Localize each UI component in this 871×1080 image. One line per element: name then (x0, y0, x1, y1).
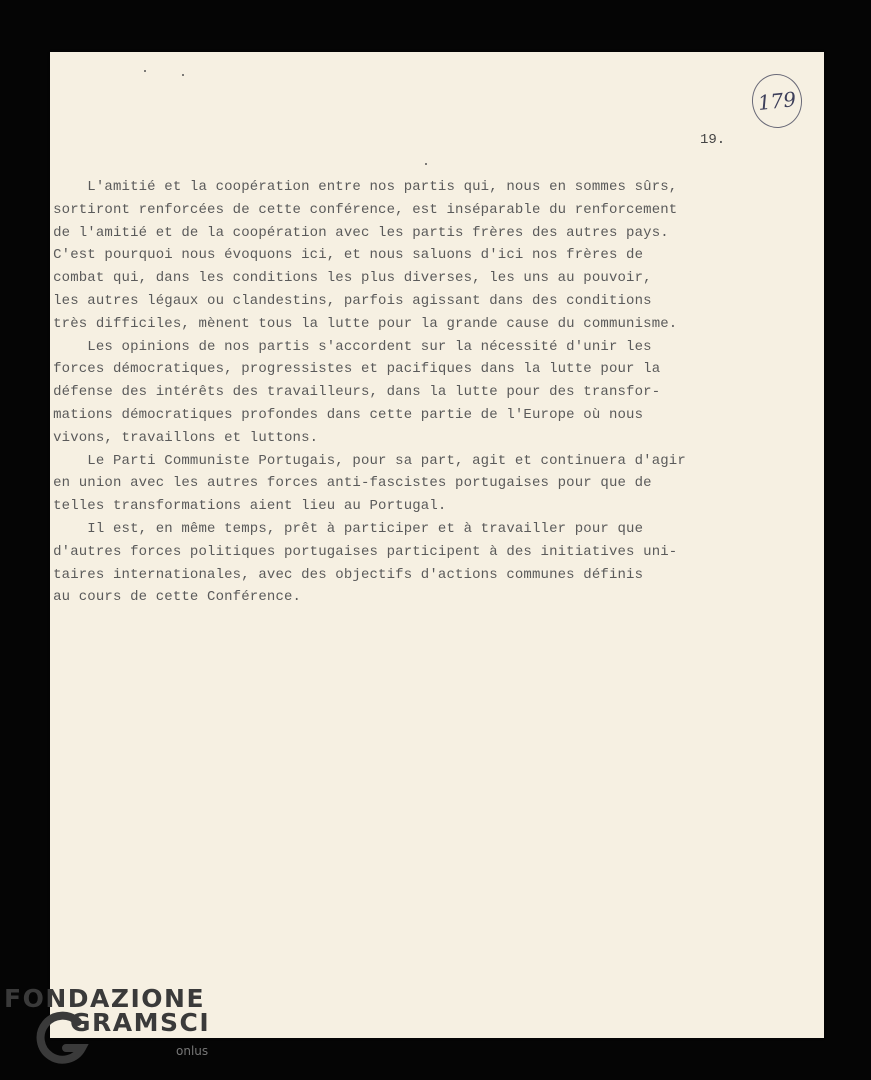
paper-speck (144, 70, 146, 72)
text-line: L'amitié et la coopération entre nos partis qui, nous en sommes sûrs, (36, 179, 678, 195)
text-line: au cours de cette Conférence. (36, 589, 302, 606)
archive-number-stamp: 179 (749, 72, 804, 131)
text-line: Le Parti Communiste Portugais, pour sa part, agit et continuera d'agir (36, 452, 686, 469)
text-line: telles transformations aient lieu au Portugal. (36, 498, 447, 515)
paper-speck (425, 163, 427, 165)
text-line: les autres légaux ou clandestins, parfois agissant dans des conditions (36, 292, 652, 309)
typed-text-body (36, 176, 752, 609)
paper-speck (182, 74, 184, 76)
text-line: vivons, travaillons et luttons. (36, 429, 319, 446)
text-line: forces démocratiques, progressistes et pacifiques dans la lutte pour la (36, 361, 661, 378)
text-line: C'est pourquoi nous évoquons ici, et nous saluons d'ici nos frères de (36, 247, 644, 264)
text-line: sortiront renforcées de cette conférence, est inséparable du renforcement (36, 201, 678, 218)
text-line: Les opinions de nos partis s'accordent sur la nécessité d'unir les (36, 338, 652, 355)
text-line: mations démocratiques profondes dans cette partie de l'Europe où nous (36, 406, 644, 423)
text-line: taires internationales, avec des objectifs d'actions communes définis (36, 566, 644, 583)
text-line: Il est, en même temps, prêt à participer et à travailler pour que (36, 520, 644, 537)
text-line: combat qui, dans les conditions les plus diverses, les uns au pouvoir, (36, 270, 652, 287)
text-line: défense des intérêts des travailleurs, dans la lutte pour des transfor- (36, 384, 661, 401)
text-line: de l'amitié et de la coopération avec les partis frères des autres pays. (36, 224, 669, 241)
text-line: très difficiles, mènent tous la lutte pour la grande cause du communisme. (36, 315, 678, 332)
text-line: d'autres forces politiques portugaises participent à des initiatives uni- (36, 543, 678, 560)
watermark-suffix: onlus (176, 1044, 209, 1058)
watermark-line2: GRAMSCI (70, 1008, 211, 1037)
text-line: en union avec les autres forces anti-fascistes portugaises pour que de (36, 475, 652, 492)
watermark-line1: FONDAZIONE (4, 984, 206, 1013)
fondazione-gramsci-watermark (0, 984, 230, 1080)
page-number: 19. (700, 132, 726, 148)
